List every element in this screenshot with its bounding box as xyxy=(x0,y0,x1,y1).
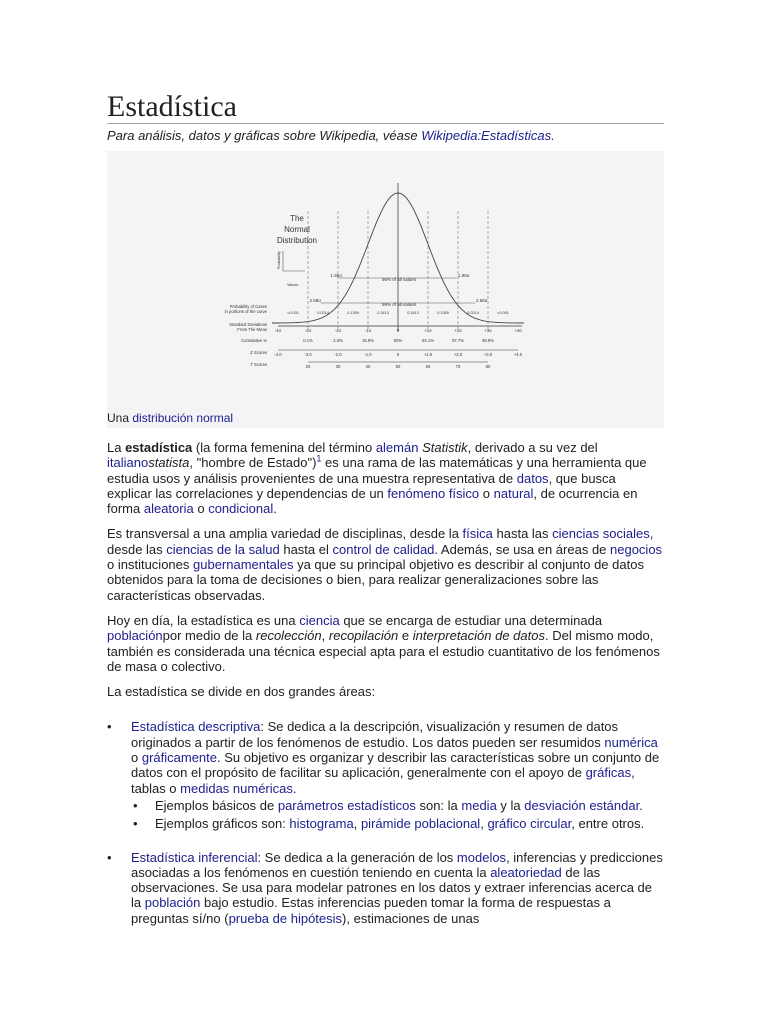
link-modelos[interactable]: modelos xyxy=(456,849,507,865)
sd-tick-label: +1σ xyxy=(424,328,432,333)
list-item: • Ejemplos gráficos son: histograma, pirámide poblacional, gráfico circular, entre otros. xyxy=(131,816,664,831)
t-score-label: 60 xyxy=(425,364,431,369)
z-score-label: -2.0 xyxy=(334,352,342,357)
row-label: T Scores xyxy=(250,362,267,367)
figure-title-line: Normal xyxy=(284,225,310,234)
axis-x-label: Values xyxy=(287,283,299,287)
probability-label: 0.0214 xyxy=(317,311,329,315)
row-label: Z Scores xyxy=(250,350,267,355)
link-numerica[interactable]: numérica xyxy=(604,734,658,750)
figure-title-line: Distribution xyxy=(276,236,318,245)
link-graficamente[interactable]: gráficamente xyxy=(141,750,217,766)
link-ciencia[interactable]: ciencia xyxy=(299,612,340,628)
hatnote-link[interactable]: Wikipedia:Estadísticas xyxy=(421,128,552,143)
row-label: From The Mean xyxy=(237,327,267,332)
z-score-label: -3.0 xyxy=(304,352,312,357)
link-gubernamentales[interactable]: gubernamentales xyxy=(193,557,294,573)
z-score-label: +4.0 xyxy=(513,352,523,357)
link-ciencias-sociales[interactable]: ciencias sociales xyxy=(552,526,650,542)
caption-link[interactable]: distribución normal xyxy=(132,411,234,425)
link-parametros[interactable]: parámetros estadísticos xyxy=(277,797,416,813)
probability-label: 0.1359 xyxy=(437,311,449,315)
link-medidas-numericas[interactable]: medidas numéricas xyxy=(180,780,293,796)
z-score-label: -4.0 xyxy=(274,352,282,357)
band-label: 2.58σ xyxy=(476,298,488,303)
link-datos[interactable]: datos xyxy=(516,470,549,486)
cumulative-label: 84.1% xyxy=(422,338,434,343)
link-ciencias-salud[interactable]: ciencias de la salud xyxy=(166,541,280,557)
z-score-label: -1.0 xyxy=(364,352,372,357)
sd-tick-label: +3σ xyxy=(484,328,492,333)
link-estadistica-inferencial[interactable]: Estadística inferencial xyxy=(131,849,258,865)
band-label: 2.58σ xyxy=(309,298,322,303)
cumulative-label: 97.7% xyxy=(452,338,464,343)
link-estadistica-descriptiva[interactable]: Estadística descriptiva xyxy=(131,719,261,735)
list-item: • Ejemplos básicos de parámetros estadísticos son: la media y la desviación estándar. xyxy=(131,798,664,813)
t-score-label: 50 xyxy=(395,364,401,369)
paragraph-2: Es transversal a una amplia variedad de disciplinas, desde la física hasta las ciencias sociales, desde las ciencias de la salud hasta el control de calidad. Además, se usa en áreas de negocios o instituciones gubernamentales ya que su principal objetivo es describir al conjunto de datos obtenidos para la toma de decisiones o bien, para realizar generalizaciones sobre las características observadas. xyxy=(107,526,663,603)
band-label: 95% of all values xyxy=(382,277,417,282)
cumulative-label: 2.3% xyxy=(333,338,343,343)
link-media[interactable]: media xyxy=(461,797,497,813)
link-aleatoriedad[interactable]: aleatoriedad xyxy=(490,864,562,880)
figure-title-line: The xyxy=(290,214,304,223)
link-fisica[interactable]: física xyxy=(462,526,493,542)
link-condicional[interactable]: condicional xyxy=(208,501,274,517)
link-piramide[interactable]: pirámide poblacional xyxy=(360,816,481,832)
normal-distribution-image xyxy=(107,151,664,411)
z-score-label: 0 xyxy=(396,352,400,357)
row-label: Probability of Cases xyxy=(229,304,267,309)
areas-list xyxy=(107,719,664,926)
paragraph-4: La estadística se divide en dos grandes áreas: xyxy=(107,684,376,700)
probability-label: 0.1359 xyxy=(347,311,359,315)
link-aleman[interactable]: alemán xyxy=(375,440,419,455)
z-score-label: +3.0 xyxy=(483,352,493,357)
page-title: Estadística xyxy=(107,90,237,123)
paragraph-1: La estadística (la forma femenina del término alemán Statistik, derivado a su vez del italianostatista, "hombre de Estado")$^1$ es una rama de las matemáticas y una herramienta que estudia usos y análisis provenientes de una muestra representativa de datos, que busca explicar las correlaciones y dependencias de un fenómeno físico o natural, de ocurrencia en forma aleatoria o condicional. xyxy=(107,440,647,517)
probability-label: 0.3413 xyxy=(407,311,419,315)
link-italiano[interactable]: italiano xyxy=(107,455,149,471)
link-histograma[interactable]: histograma xyxy=(289,816,354,832)
hatnote: Para análisis, datos y gráficas sobre Wikipedia, véase Wikipedia:Estadísticas. xyxy=(107,128,555,143)
probability-label: <0.001 xyxy=(287,311,299,315)
probability-label: 0.0214 xyxy=(467,311,479,315)
article-body xyxy=(107,440,664,944)
probability-label: 0.3413 xyxy=(377,311,389,315)
t-score-label: 30 xyxy=(335,364,341,369)
band-label: 1.96σ xyxy=(458,273,470,278)
sd-tick-label: -1σ xyxy=(364,328,372,333)
cumulative-label: 15.9% xyxy=(362,338,374,343)
t-score-label: 20 xyxy=(305,364,311,369)
z-score-label: +2.0 xyxy=(453,352,463,357)
link-poblacion-2[interactable]: población xyxy=(144,895,201,911)
link-negocios[interactable]: negocios xyxy=(610,541,663,557)
cumulative-label: 50% xyxy=(393,338,403,343)
row-label: in portions of the curve xyxy=(224,309,267,314)
link-natural[interactable]: natural xyxy=(493,485,534,501)
probability-label: <0.001 xyxy=(497,311,509,315)
row-label: Cumulative % xyxy=(241,338,267,343)
sd-tick-label: -2σ xyxy=(334,328,342,333)
link-fenomeno-fisico[interactable]: fenómeno físico xyxy=(387,485,480,501)
link-graficas[interactable]: gráficas xyxy=(585,765,632,781)
sd-tick-label: 0 xyxy=(396,328,400,333)
link-desviacion[interactable]: desviación estándar xyxy=(524,797,640,813)
cumulative-label: 0.1% xyxy=(303,338,313,343)
sub-list xyxy=(131,798,664,832)
link-prueba-hipotesis[interactable]: prueba de hipótesis xyxy=(228,910,343,926)
axis-y-label: Probability xyxy=(277,251,281,269)
band-label: 99% of all values xyxy=(382,302,417,307)
sd-tick-label: -3σ xyxy=(304,328,312,333)
link-control-calidad[interactable]: control de calidad xyxy=(332,541,435,557)
figure-caption: Una distribución normal xyxy=(107,411,234,425)
band-label: 1.96σ xyxy=(330,273,343,278)
list-item: • Estadística inferencial: Se dedica a la generación de los modelos, inferencias y predicciones asociadas a los fenómenos en cuestión teniendo en cuenta la aleatoriedad de las observaciones. Se usa para modelar patrones en los datos y extraer inferencias acerca de la población bajo estudio. Estas inferencias pueden tomar la forma de respuestas a preguntas sí/no (prueba de hipótesis), estimaciones de unas xyxy=(107,850,664,926)
row-label: Standard Deviations xyxy=(229,322,267,327)
title-divider xyxy=(107,123,664,124)
sd-tick-label: -4σ xyxy=(274,328,282,333)
t-score-label: 80 xyxy=(485,364,491,369)
cumulative-label: 99.9% xyxy=(482,338,494,343)
sd-tick-label: +4σ xyxy=(514,328,522,333)
list-item: • Estadística descriptiva: Se dedica a la descripción, visualización y resumen de datos originados a partir de los fenómenos de estudio. Los datos pueden ser resumidos numérica o gráficamente. Su objetivo es organizar y describir las características sobre un conjunto de datos con el propósito de facilitar su aplicación, generalmente con el apoyo de gráficas, tablas o medidas numéricas. • Ejemplos básicos de parámetros estadísticos son: la media y la desviación estándar. • Ejemplos gráficos son: histograma, pirámide poblacional, gráfico circular, entre otros. xyxy=(107,719,664,831)
reference-1[interactable]: 1 xyxy=(316,453,322,464)
link-poblacion[interactable]: población xyxy=(107,628,163,644)
link-grafico-circular[interactable]: gráfico circular xyxy=(487,816,572,832)
normal-distribution-figure xyxy=(107,151,664,428)
paragraph-3: Hoy en día, la estadística es una ciencia que se encarga de estudiar una determinada poblaciónpor medio de la recolección, recopilación e interpretación de datos. Del mismo modo, también es considerada una técnica especial apta para el estudio cuantitativo de los fenómenos de masa o colectivo. xyxy=(107,612,660,674)
link-aleatoria[interactable]: aleatoria xyxy=(143,501,194,517)
sd-tick-label: +2σ xyxy=(454,328,462,333)
t-score-label: 70 xyxy=(455,364,461,369)
z-score-label: +1.0 xyxy=(423,352,433,357)
t-score-label: 40 xyxy=(365,364,371,369)
